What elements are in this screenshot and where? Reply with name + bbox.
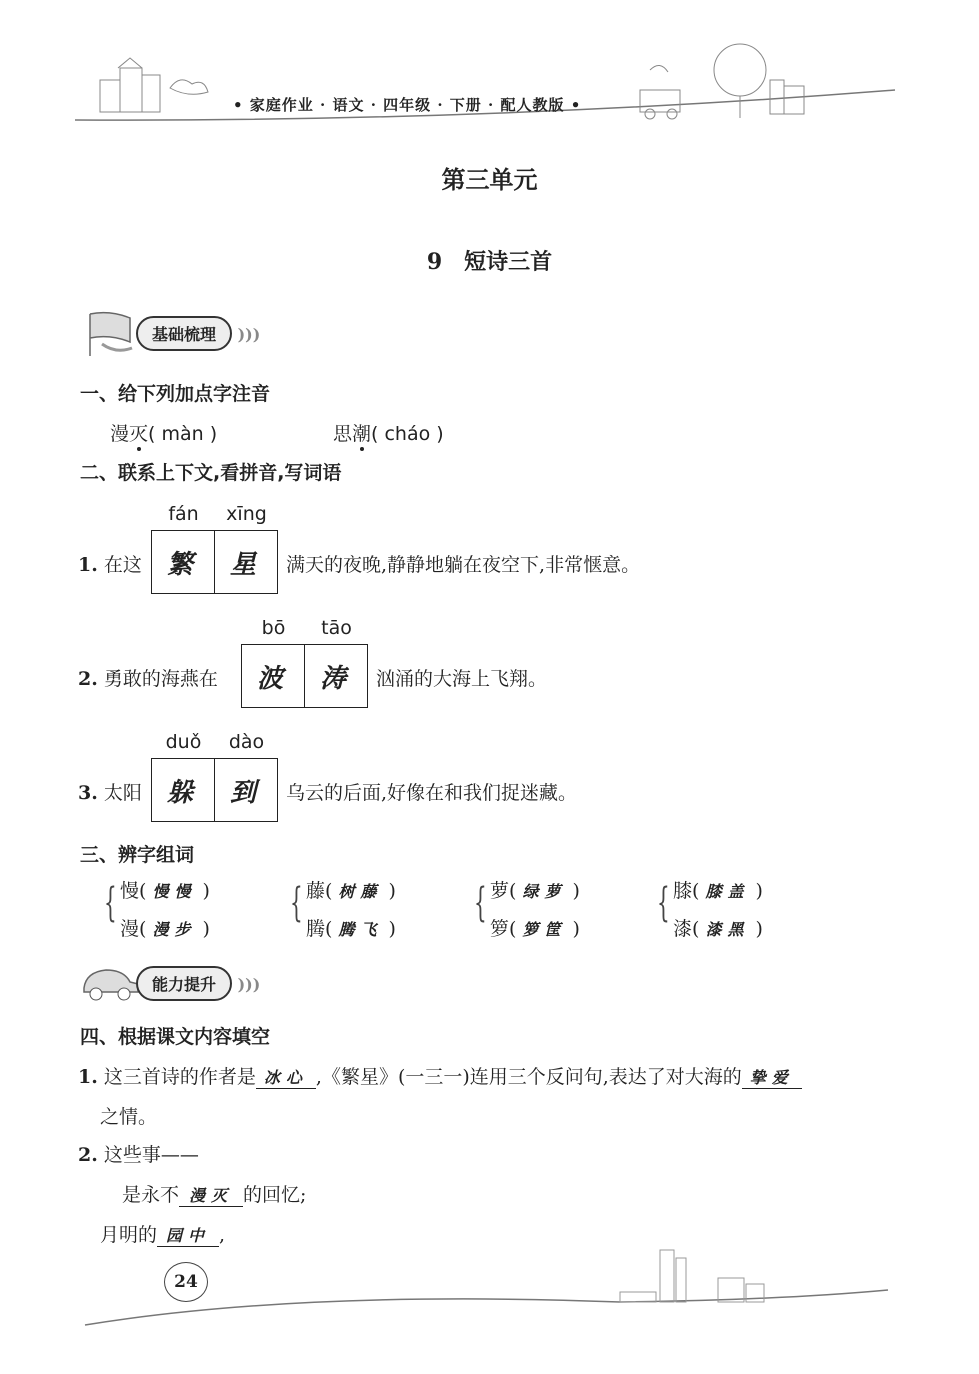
q-text: 太阳: [103, 782, 142, 804]
q-number: 3.: [78, 782, 98, 804]
word-char: 慢: [120, 880, 140, 902]
grid-cell[interactable]: 星: [214, 531, 277, 593]
sound-waves-icon: ))): [237, 325, 261, 344]
section1-item-2: [333, 419, 444, 446]
q2-prefix: [78, 664, 218, 691]
q-text: 这些事——: [103, 1144, 199, 1166]
word-pair: 萝( 绿萝 ): [490, 880, 580, 902]
word-answer: 漫步: [152, 920, 197, 939]
word-char: 漫: [120, 918, 140, 940]
pinyin-answer: ( cháo ): [371, 423, 444, 445]
word-answer: 绿萝: [522, 882, 567, 901]
char-grid[interactable]: [151, 530, 278, 594]
q-text: 的回忆;: [243, 1184, 307, 1206]
q-text: 在这: [103, 554, 142, 576]
q4-1-line2: 之情。: [100, 1106, 158, 1128]
section2-title: 二、联系上下文,看拼音,写词语: [80, 462, 342, 484]
word-pair: 箩( 箩筐 ): [490, 918, 580, 940]
answer-blank[interactable]: 漫灭: [179, 1183, 243, 1207]
brace-icon: {: [104, 880, 117, 926]
item-char: 思: [333, 423, 353, 445]
word-char: 腾: [306, 918, 326, 940]
page-number: 24: [164, 1262, 208, 1302]
q-number: 2.: [78, 1144, 98, 1166]
answer-blank[interactable]: 园中: [157, 1223, 219, 1247]
grid-cell[interactable]: 繁: [166, 549, 199, 580]
q-text: ,《繁星》(一三一)连用三个反问句,表达了对大海的: [315, 1066, 742, 1088]
q-text: 是永不: [122, 1184, 180, 1206]
q-text: 月明的: [100, 1224, 158, 1246]
flag-icon: [82, 310, 142, 360]
q4-2-line2: [122, 1180, 306, 1207]
q-text: ,: [219, 1224, 226, 1246]
q4-2-line1: [78, 1140, 199, 1167]
badge-basic: [136, 316, 260, 350]
section3-title: 三、辨字组词: [80, 844, 195, 866]
pinyin-label: tāo: [321, 617, 352, 639]
q3-prefix: [78, 778, 142, 805]
header-decoration: [0, 40, 979, 130]
pinyin-label: bō: [261, 617, 286, 639]
char-grid[interactable]: [241, 644, 368, 708]
brace-icon: {: [474, 880, 487, 926]
item-char: 漫: [110, 423, 130, 445]
word-answer: 腾飞: [338, 920, 383, 939]
q-text: 这三首诗的作者是: [103, 1066, 256, 1088]
sound-waves-icon: ))): [237, 975, 261, 994]
dotted-char: 灭: [129, 423, 149, 445]
brace-icon: {: [290, 880, 303, 926]
grid-cell[interactable]: 到: [214, 759, 277, 821]
word-group: [104, 874, 284, 946]
q1-suffix: 满天的夜晚,静静地躺在夜空下,非常惬意。: [286, 554, 641, 576]
word-pair: 腾( 腾飞 ): [306, 918, 396, 940]
brace-icon: {: [657, 880, 670, 926]
word-char: 膝: [673, 880, 693, 902]
badge-ability: [136, 966, 260, 1000]
grid-cell[interactable]: 波: [256, 663, 289, 694]
word-group: [290, 874, 470, 946]
badge-basic-label: 基础梳理: [136, 316, 232, 351]
word-pair: 漆( 漆黑 ): [673, 918, 763, 940]
word-answer: 膝盖: [705, 882, 750, 901]
word-pair: 藤( 树藤 ): [306, 880, 396, 902]
section4-title: 四、根据课文内容填空: [80, 1026, 271, 1048]
section1-title: 一、给下列加点字注音: [80, 383, 271, 405]
pinyin-label: duǒ: [165, 731, 202, 753]
word-answer: 漆黑: [705, 920, 750, 939]
answer-blank[interactable]: 冰心: [256, 1065, 316, 1089]
q-number: 1.: [78, 554, 98, 576]
q3-suffix: 乌云的后面,好像在和我们捉迷藏。: [286, 782, 578, 804]
word-char: 萝: [490, 880, 510, 902]
header-title: • 家庭作业 · 语文 · 四年级 · 下册 · 配人教版 •: [233, 96, 582, 114]
word-answer: 慢慢: [152, 882, 197, 901]
pinyin-answer: ( màn ): [148, 423, 218, 445]
word-pair: 慢( 慢慢 ): [120, 880, 210, 902]
pinyin-label: dào: [228, 731, 265, 753]
q1-prefix: [78, 550, 142, 577]
q-text: 勇敢的海燕在: [103, 668, 218, 690]
word-answer: 树藤: [338, 882, 383, 901]
answer-blank[interactable]: 挚爱: [742, 1065, 802, 1089]
char-grid[interactable]: [151, 758, 278, 822]
word-char: 漆: [673, 918, 693, 940]
pinyin-label: xīng: [226, 503, 267, 525]
word-pair: 膝( 膝盖 ): [673, 880, 763, 902]
q4-1-line1: [78, 1062, 802, 1089]
word-group: [657, 874, 837, 946]
word-char: 箩: [490, 918, 510, 940]
grid-cell[interactable]: 涛: [304, 645, 367, 707]
grid-cell[interactable]: 躲: [166, 777, 199, 808]
badge-ability-label: 能力提升: [136, 966, 232, 1001]
word-pair: 漫( 漫步 ): [120, 918, 210, 940]
car-icon: [78, 962, 144, 1002]
lesson-title: 9 短诗三首: [426, 249, 553, 275]
footer-decoration: [0, 1240, 979, 1340]
word-answer: 箩筐: [522, 920, 567, 939]
q2-suffix: 汹涌的大海上飞翔。: [376, 668, 548, 690]
q-number: 1.: [78, 1066, 98, 1088]
dotted-char: 潮: [352, 423, 372, 445]
section1-item-1: [110, 419, 217, 446]
unit-title: 第三单元: [441, 165, 538, 194]
word-char: 藤: [306, 880, 326, 902]
pinyin-label: fán: [168, 503, 199, 525]
q-number: 2.: [78, 668, 98, 690]
word-group: [474, 874, 654, 946]
